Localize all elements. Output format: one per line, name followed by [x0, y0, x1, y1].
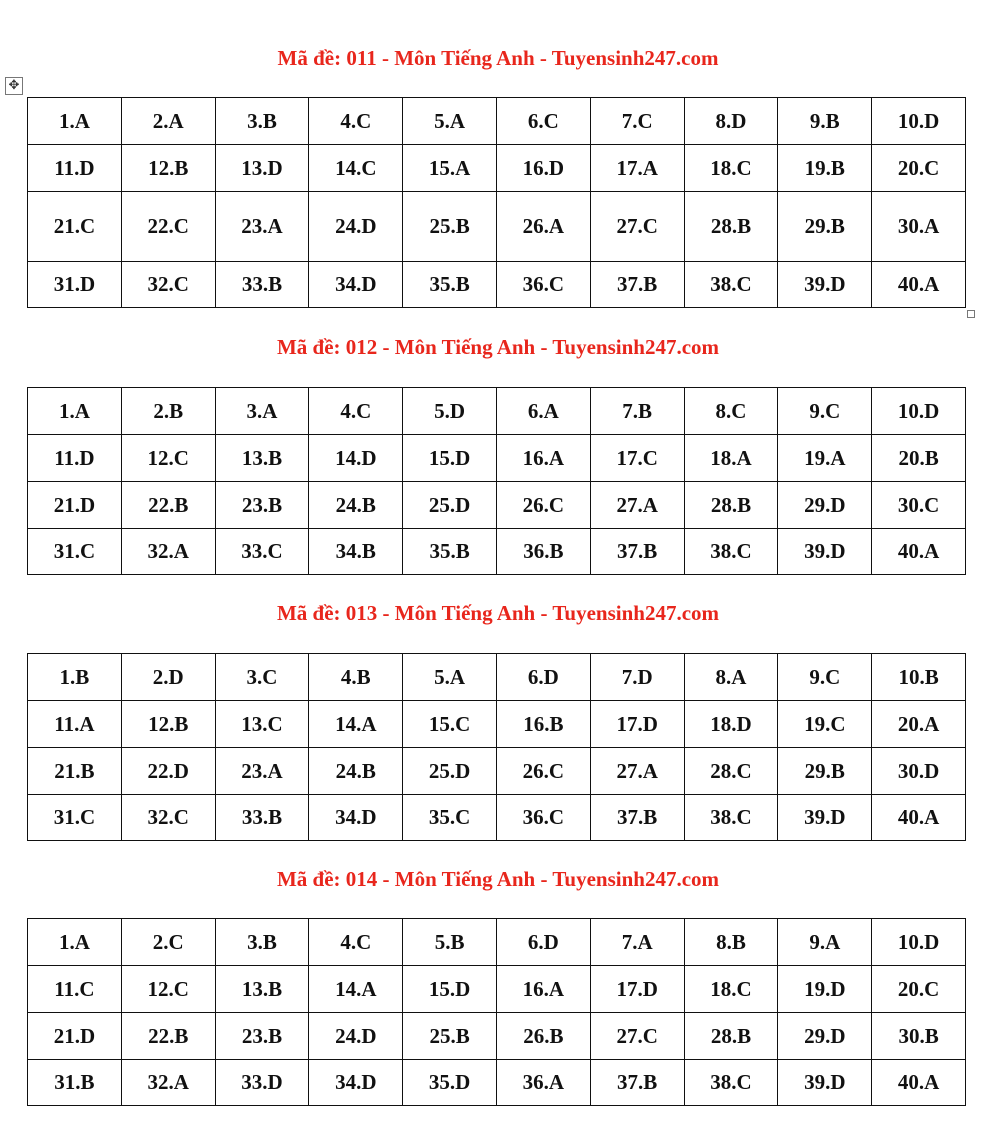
answer-cell: 40.A	[872, 1060, 966, 1106]
answer-cell: 6.C	[496, 98, 590, 145]
answer-cell: 29.B	[778, 748, 872, 795]
answer-cell: 17.D	[590, 966, 684, 1013]
answer-cell: 25.B	[403, 192, 497, 262]
answer-cell: 2.B	[121, 388, 215, 435]
answer-cell: 20.C	[872, 145, 966, 192]
answer-cell: 27.C	[590, 1013, 684, 1060]
answer-cell: 1.A	[28, 98, 122, 145]
answer-cell: 24.D	[309, 1013, 403, 1060]
table-row	[28, 701, 966, 748]
answer-cell: 22.B	[121, 1013, 215, 1060]
answer-cell: 32.A	[121, 529, 215, 575]
answer-table	[27, 97, 966, 308]
table-row	[28, 748, 966, 795]
table-row	[28, 795, 966, 841]
answer-cell: 18.A	[684, 435, 778, 482]
answer-cell: 9.C	[778, 388, 872, 435]
answer-cell: 8.B	[684, 919, 778, 966]
answer-cell: 13.B	[215, 435, 309, 482]
answer-cell: 10.B	[872, 654, 966, 701]
answer-cell: 35.B	[403, 529, 497, 575]
answer-cell: 28.B	[684, 192, 778, 262]
answer-cell: 33.C	[215, 529, 309, 575]
answer-cell: 17.C	[590, 435, 684, 482]
answer-cell: 16.A	[496, 435, 590, 482]
answer-cell: 38.C	[684, 262, 778, 308]
answer-cell: 35.D	[403, 1060, 497, 1106]
answer-cell: 3.C	[215, 654, 309, 701]
answer-cell: 19.D	[778, 966, 872, 1013]
answer-cell: 18.C	[684, 145, 778, 192]
answer-cell: 26.C	[496, 748, 590, 795]
answer-cell: 38.C	[684, 529, 778, 575]
answer-cell: 37.B	[590, 1060, 684, 1106]
answer-cell: 10.D	[872, 98, 966, 145]
table-row	[28, 529, 966, 575]
answer-cell: 33.D	[215, 1060, 309, 1106]
four-way-arrow-icon: ✥	[8, 78, 20, 93]
answer-cell: 34.D	[309, 262, 403, 308]
answer-cell: 37.B	[590, 262, 684, 308]
answer-cell: 24.D	[309, 192, 403, 262]
section-title: Mã đề: 014 - Môn Tiếng Anh - Tuyensinh247.com	[276, 867, 720, 891]
answer-cell: 26.C	[496, 482, 590, 529]
answer-cell: 20.B	[872, 435, 966, 482]
answer-cell: 1.A	[28, 388, 122, 435]
answer-cell: 19.C	[778, 701, 872, 748]
answer-cell: 8.C	[684, 388, 778, 435]
answer-cell: 3.A	[215, 388, 309, 435]
resize-handle-icon[interactable]	[967, 310, 975, 318]
answer-cell: 38.C	[684, 1060, 778, 1106]
answer-cell: 33.B	[215, 795, 309, 841]
answer-cell: 8.A	[684, 654, 778, 701]
table-row	[28, 98, 966, 145]
answer-cell: 32.C	[121, 262, 215, 308]
answer-cell: 9.C	[778, 654, 872, 701]
answer-cell: 7.C	[590, 98, 684, 145]
answer-cell: 2.A	[121, 98, 215, 145]
answer-cell: 10.D	[872, 388, 966, 435]
answer-cell: 5.B	[403, 919, 497, 966]
answer-cell: 25.D	[403, 482, 497, 529]
table-row	[28, 482, 966, 529]
answer-cell: 19.B	[778, 145, 872, 192]
answer-cell: 37.B	[590, 529, 684, 575]
answer-cell: 32.A	[121, 1060, 215, 1106]
answer-cell: 39.D	[778, 529, 872, 575]
answer-cell: 30.C	[872, 482, 966, 529]
answer-cell: 31.B	[28, 1060, 122, 1106]
answer-cell: 21.C	[28, 192, 122, 262]
answer-cell: 15.D	[403, 435, 497, 482]
answer-cell: 31.C	[28, 529, 122, 575]
answer-cell: 36.C	[496, 795, 590, 841]
answer-cell: 13.B	[215, 966, 309, 1013]
answer-cell: 6.D	[496, 919, 590, 966]
answer-cell: 32.C	[121, 795, 215, 841]
answer-cell: 36.A	[496, 1060, 590, 1106]
answer-cell: 14.D	[309, 435, 403, 482]
answer-cell: 21.D	[28, 1013, 122, 1060]
answer-cell: 15.A	[403, 145, 497, 192]
answer-cell: 12.C	[121, 435, 215, 482]
answer-cell: 3.B	[215, 98, 309, 145]
answer-cell: 40.A	[872, 262, 966, 308]
answer-cell: 16.A	[496, 966, 590, 1013]
answer-cell: 23.A	[215, 192, 309, 262]
answer-cell: 21.D	[28, 482, 122, 529]
answer-cell: 4.C	[309, 388, 403, 435]
answer-cell: 35.C	[403, 795, 497, 841]
answer-cell: 4.C	[309, 98, 403, 145]
answer-cell: 5.A	[403, 98, 497, 145]
answer-cell: 5.D	[403, 388, 497, 435]
answer-cell: 26.A	[496, 192, 590, 262]
answer-cell: 11.D	[28, 435, 122, 482]
answer-cell: 23.A	[215, 748, 309, 795]
answer-cell: 20.C	[872, 966, 966, 1013]
answer-cell: 9.B	[778, 98, 872, 145]
answer-cell: 34.D	[309, 795, 403, 841]
answer-cell: 11.C	[28, 966, 122, 1013]
section-title: Mã đề: 011 - Môn Tiếng Anh - Tuyensinh247.com	[277, 46, 719, 70]
table-move-handle[interactable]	[5, 77, 23, 95]
answer-cell: 36.B	[496, 529, 590, 575]
answer-cell: 12.C	[121, 966, 215, 1013]
table-row	[28, 1060, 966, 1106]
answer-cell: 4.C	[309, 919, 403, 966]
answer-cell: 7.D	[590, 654, 684, 701]
table-row	[28, 919, 966, 966]
answer-cell: 28.B	[684, 482, 778, 529]
answer-cell: 11.A	[28, 701, 122, 748]
answer-cell: 39.D	[778, 262, 872, 308]
answer-cell: 7.A	[590, 919, 684, 966]
answer-cell: 39.D	[778, 1060, 872, 1106]
answer-cell: 17.A	[590, 145, 684, 192]
table-row	[28, 1013, 966, 1060]
answer-cell: 20.A	[872, 701, 966, 748]
answer-cell: 25.D	[403, 748, 497, 795]
answer-cell: 14.A	[309, 966, 403, 1013]
answer-cell: 30.A	[872, 192, 966, 262]
answer-cell: 39.D	[778, 795, 872, 841]
answer-cell: 30.B	[872, 1013, 966, 1060]
answer-cell: 10.D	[872, 919, 966, 966]
answer-cell: 25.B	[403, 1013, 497, 1060]
answer-cell: 36.C	[496, 262, 590, 308]
answer-cell: 29.D	[778, 1013, 872, 1060]
answer-cell: 15.D	[403, 966, 497, 1013]
answer-cell: 31.D	[28, 262, 122, 308]
answer-cell: 13.D	[215, 145, 309, 192]
table-row	[28, 145, 966, 192]
answer-cell: 27.C	[590, 192, 684, 262]
answer-cell: 22.C	[121, 192, 215, 262]
answer-cell: 29.D	[778, 482, 872, 529]
answer-cell: 35.B	[403, 262, 497, 308]
answer-cell: 13.C	[215, 701, 309, 748]
answer-cell: 2.C	[121, 919, 215, 966]
answer-cell: 4.B	[309, 654, 403, 701]
answer-cell: 38.C	[684, 795, 778, 841]
answer-cell: 8.D	[684, 98, 778, 145]
answer-cell: 11.D	[28, 145, 122, 192]
answer-cell: 34.D	[309, 1060, 403, 1106]
answer-cell: 5.A	[403, 654, 497, 701]
answer-cell: 12.B	[121, 145, 215, 192]
answer-table	[27, 918, 966, 1106]
answer-cell: 27.A	[590, 748, 684, 795]
answer-cell: 9.A	[778, 919, 872, 966]
answer-cell: 16.B	[496, 701, 590, 748]
answer-cell: 33.B	[215, 262, 309, 308]
answer-cell: 37.B	[590, 795, 684, 841]
answer-cell: 26.B	[496, 1013, 590, 1060]
answer-cell: 1.A	[28, 919, 122, 966]
answer-cell: 19.A	[778, 435, 872, 482]
answer-cell: 3.B	[215, 919, 309, 966]
answer-cell: 14.C	[309, 145, 403, 192]
answer-cell: 24.B	[309, 482, 403, 529]
answer-cell: 12.B	[121, 701, 215, 748]
table-row	[28, 262, 966, 308]
answer-cell: 23.B	[215, 482, 309, 529]
answer-cell: 29.B	[778, 192, 872, 262]
answer-cell: 7.B	[590, 388, 684, 435]
answer-cell: 22.B	[121, 482, 215, 529]
answer-cell: 28.B	[684, 1013, 778, 1060]
answer-cell: 34.B	[309, 529, 403, 575]
answer-cell: 30.D	[872, 748, 966, 795]
answer-cell: 6.A	[496, 388, 590, 435]
table-row	[28, 192, 966, 262]
section-title: Mã đề: 012 - Môn Tiếng Anh - Tuyensinh247.com	[276, 335, 720, 359]
answer-cell: 17.D	[590, 701, 684, 748]
answer-cell: 23.B	[215, 1013, 309, 1060]
answer-cell: 18.D	[684, 701, 778, 748]
table-row	[28, 654, 966, 701]
answer-cell: 6.D	[496, 654, 590, 701]
answer-table	[27, 653, 966, 841]
answer-cell: 27.A	[590, 482, 684, 529]
answer-cell: 40.A	[872, 529, 966, 575]
answer-cell: 24.B	[309, 748, 403, 795]
answer-cell: 21.B	[28, 748, 122, 795]
answer-cell: 16.D	[496, 145, 590, 192]
answer-cell: 28.C	[684, 748, 778, 795]
answer-cell: 22.D	[121, 748, 215, 795]
table-row	[28, 966, 966, 1013]
answer-cell: 40.A	[872, 795, 966, 841]
answer-cell: 31.C	[28, 795, 122, 841]
answer-cell: 2.D	[121, 654, 215, 701]
table-row	[28, 388, 966, 435]
table-row	[28, 435, 966, 482]
section-title: Mã đề: 013 - Môn Tiếng Anh - Tuyensinh247.com	[276, 601, 720, 625]
answer-cell: 15.C	[403, 701, 497, 748]
answer-cell: 1.B	[28, 654, 122, 701]
answer-cell: 18.C	[684, 966, 778, 1013]
answer-cell: 14.A	[309, 701, 403, 748]
answer-table	[27, 387, 966, 575]
